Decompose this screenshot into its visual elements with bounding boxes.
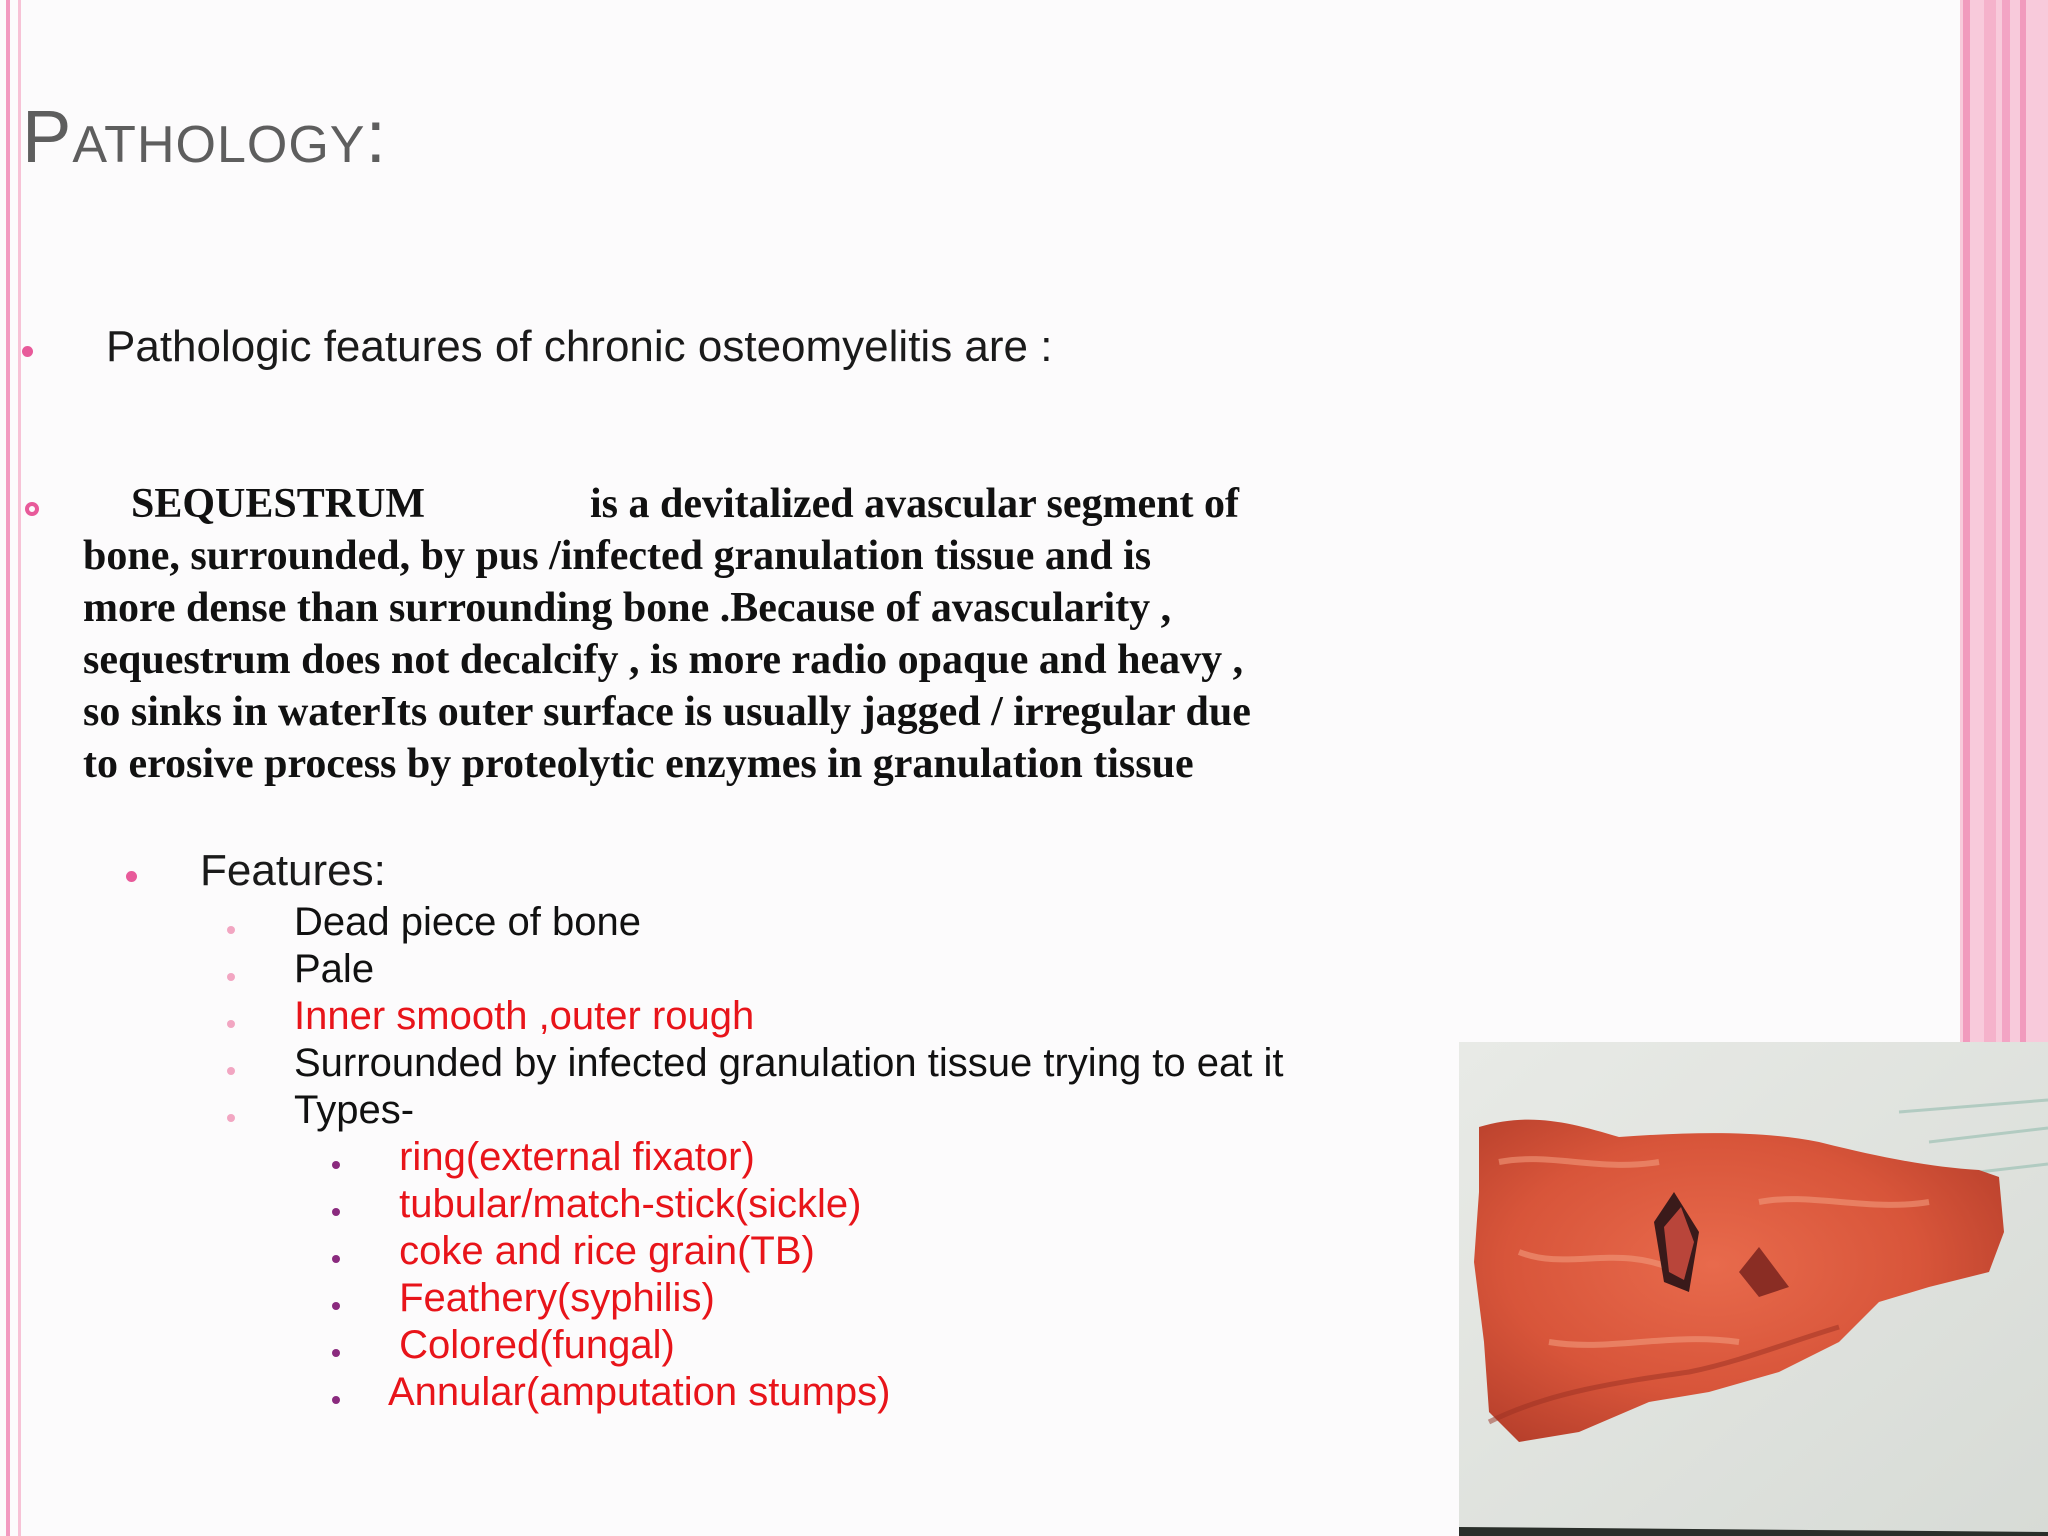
bullet-dot: [332, 1208, 340, 1216]
bullet-dot: [332, 1349, 340, 1357]
left-border-stripe: [6, 0, 10, 1536]
sequestrum-heading: SEQUESTRUM: [131, 481, 426, 527]
feature-item: Dead piece of bone: [294, 900, 641, 944]
features-heading: Features:: [200, 846, 386, 895]
sequestrum-line-3: more dense than surrounding bone .Because of avascularity ,: [83, 585, 1172, 631]
bullet-dot: [332, 1161, 340, 1169]
type-item: Colored(fungal): [388, 1323, 675, 1367]
bullet-dot: [227, 926, 235, 934]
bullet-dot: [22, 346, 33, 357]
bullet-dot: [332, 1396, 340, 1404]
bullet-dot: [332, 1255, 340, 1263]
type-item: Feathery(syphilis): [388, 1276, 715, 1320]
feature-item: Pale: [294, 947, 375, 991]
bullet-dot: [126, 871, 137, 882]
sequestrum-line-1: is a devitalized avascular segment of: [590, 481, 1239, 527]
bullet-dot: [227, 973, 235, 981]
type-item: ring(external fixator): [388, 1135, 755, 1179]
type-item: Annular(amputation stumps): [388, 1370, 891, 1414]
bullet-dot: [227, 1067, 235, 1075]
type-item: tubular/match-stick(sickle): [388, 1182, 862, 1226]
feature-item: Types-: [294, 1088, 415, 1132]
sequestrum-line-5: so sinks in waterIts outer surface is usually jagged / irregular due: [83, 689, 1251, 735]
feature-item: Surrounded by infected granulation tissue trying to eat it: [294, 1041, 1284, 1085]
sequestrum-line-2: bone, surrounded, by pus /infected granulation tissue and is: [83, 533, 1152, 579]
bullet-ring: [25, 502, 39, 516]
feature-item: Inner smooth ,outer rough: [294, 994, 755, 1038]
bullet-dot: [227, 1020, 235, 1028]
intro-text: Pathologic features of chronic osteomyelitis are :: [106, 322, 1053, 371]
left-border-stripe-inner: [18, 0, 21, 1536]
sequestrum-specimen-photo: [1459, 1042, 2048, 1536]
slide-title: Pathology:: [22, 95, 388, 178]
type-item: coke and rice grain(TB): [388, 1229, 815, 1273]
sequestrum-line-4: sequestrum does not decalcify , is more radio opaque and heavy ,: [83, 637, 1244, 683]
bullet-dot: [227, 1114, 235, 1122]
sequestrum-line-6: to erosive process by proteolytic enzymes in granulation tissue: [83, 741, 1194, 787]
bullet-dot: [332, 1302, 340, 1310]
